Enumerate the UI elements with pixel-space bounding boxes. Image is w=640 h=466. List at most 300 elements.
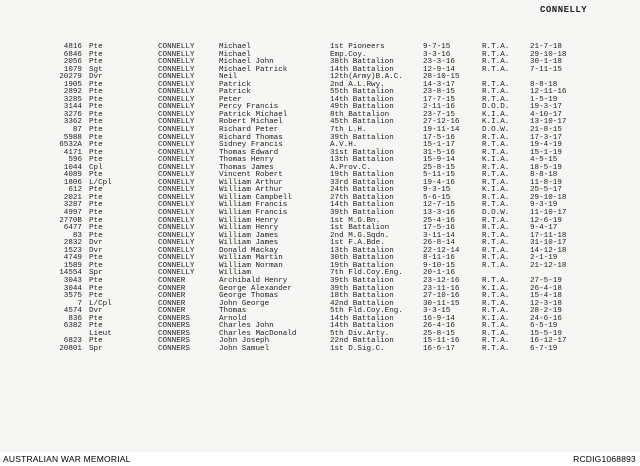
record-fate: R.T.A.	[482, 261, 510, 270]
record-fate: R.T.A.	[482, 141, 510, 150]
record-fate-date: 15-4-18	[530, 292, 562, 301]
record-row	[0, 346, 640, 354]
record-service-number: 3575	[63, 292, 82, 301]
record-given-names: Michael	[219, 43, 251, 51]
record-rank: Pte	[89, 254, 103, 263]
record-rank: Dvr	[89, 246, 103, 255]
record-surname: CONNELLY	[158, 178, 195, 187]
record-fate: D.O.W.	[482, 126, 510, 135]
record-given-names: Thomas Edward	[219, 148, 279, 157]
record-fate: K.I.A.	[482, 186, 510, 195]
record-unit: 8th Battalion	[330, 110, 390, 119]
record-enlistment-date: 23-12-16	[423, 276, 460, 285]
record-enlistment-date: 5-11-15	[423, 171, 455, 180]
record-given-names: William Francis	[219, 209, 288, 218]
record-enlistment-date: 5-6-15	[423, 193, 451, 202]
record-fate-date: 25-5-17	[530, 186, 562, 195]
record-fate: R.T.A.	[482, 163, 510, 172]
record-enlistment-date: 28-10-15	[423, 73, 460, 82]
record-fate: R.T.A.	[482, 178, 510, 187]
record-unit: 39th Battalion	[330, 133, 394, 142]
record-enlistment-date: 2-11-16	[423, 103, 455, 112]
record-fate: R.T.A.	[482, 43, 510, 51]
record-unit: 39th Battalion	[330, 209, 394, 218]
record-fate-date: 18-5-19	[530, 163, 562, 172]
record-enlistment-date: 14-3-17	[423, 80, 455, 89]
record-fate: K.I.A.	[482, 314, 510, 323]
record-given-names: Thomas James	[219, 163, 274, 172]
record-given-names: Thomas Henry	[219, 156, 274, 165]
record-service-number: 3287	[63, 201, 82, 210]
record-given-names: Donald Mackay	[219, 246, 279, 255]
record-enlistment-date: 26-4-16	[423, 322, 455, 331]
record-unit: 7th Fld.Coy.Eng.	[330, 269, 403, 278]
record-service-number: 87	[72, 126, 82, 135]
record-given-names: Thomas	[219, 307, 247, 316]
record-rank: Dvr	[89, 307, 103, 316]
record-fate-date: 29-10-18	[530, 193, 567, 202]
record-service-number: 1523	[63, 246, 82, 255]
record-service-number: 3044	[63, 284, 82, 293]
record-unit: 14th Battalion	[330, 65, 394, 74]
record-fate-date: 29-10-18	[530, 50, 567, 59]
record-given-names: Michael	[219, 50, 251, 59]
record-fate-date: 16-12-17	[530, 337, 567, 346]
record-enlistment-date: 9-7-15	[423, 43, 451, 51]
record-fate-date: 17-3-17	[530, 133, 562, 142]
record-rank: Pte	[89, 80, 103, 89]
record-fate: R.T.A.	[482, 201, 510, 210]
record-fate: R.T.A.	[482, 50, 510, 59]
record-fate: R.T.A.	[482, 239, 510, 248]
record-given-names: William Henry	[219, 216, 279, 225]
record-surname: CONNELLY	[158, 148, 195, 157]
footer-record-id: RCDIG1068893	[573, 454, 636, 464]
record-rank: Pte	[89, 88, 103, 97]
record-unit: 24th Battalion	[330, 186, 394, 195]
record-service-number: 20279	[59, 73, 82, 82]
record-rank: Pte	[89, 284, 103, 293]
record-given-names: William Francis	[219, 201, 288, 210]
record-unit: 5th Fld.Coy.Eng.	[330, 307, 403, 316]
record-surname: CONNERS	[158, 344, 190, 353]
record-fate: K.I.A.	[482, 110, 510, 119]
record-service-number: 2832	[63, 239, 82, 248]
record-fate-date: 8-8-18	[530, 171, 558, 180]
record-fate: K.I.A.	[482, 284, 510, 293]
record-enlistment-date: 3-3-15	[423, 307, 451, 316]
record-enlistment-date: 27-10-16	[423, 292, 460, 301]
record-surname: CONNELLY	[158, 126, 195, 135]
record-unit: 1st Battalion	[330, 224, 390, 233]
record-unit: 7th L.H.	[330, 126, 367, 135]
record-unit: Emp.Coy.	[330, 50, 367, 59]
record-service-number: 836	[68, 314, 82, 323]
record-unit: 30th Battalion	[330, 254, 394, 263]
record-enlistment-date: 17-5-16	[423, 133, 455, 142]
record-fate-date: 21-7-18	[530, 43, 562, 51]
record-fate-date: 11-8-19	[530, 178, 562, 187]
record-fate-date: 14-12-18	[530, 246, 567, 255]
record-fate-date: 9-4-17	[530, 224, 558, 233]
record-rank: Pte	[89, 186, 103, 195]
record-fate-date: 15-1-19	[530, 148, 562, 157]
record-service-number: 6846	[63, 50, 82, 59]
record-rank: Pte	[89, 261, 103, 270]
record-unit: 5th Div.Arty.	[330, 329, 390, 338]
record-service-number: 83	[72, 231, 82, 240]
record-fate: R.T.A.	[482, 299, 510, 308]
record-given-names: Percy Francis	[219, 103, 279, 112]
record-service-number: 3276	[63, 110, 82, 119]
record-enlistment-date: 23-7-15	[423, 110, 455, 119]
record-service-number: 2021	[63, 193, 82, 202]
record-surname: CONNELLY	[158, 103, 195, 112]
record-unit: 1st Pioneers	[330, 43, 385, 51]
record-rank: Pte	[89, 95, 103, 104]
record-service-number: 1806	[63, 178, 82, 187]
record-rank: Dvr	[89, 73, 103, 82]
record-given-names: William Henry	[219, 224, 279, 233]
record-surname: CONNELLY	[158, 88, 195, 97]
record-rank: Pte	[89, 133, 103, 142]
record-given-names: William James	[219, 231, 279, 240]
record-unit: 13th Battalion	[330, 156, 394, 165]
record-fate-date: 4-5-15	[530, 156, 558, 165]
record-given-names: Archibald Henry	[219, 276, 288, 285]
record-enlistment-date: 16-9-14	[423, 314, 455, 323]
record-surname: CONNERS	[158, 337, 190, 346]
record-given-names: William Martin	[219, 254, 283, 263]
record-unit: 27th Battalion	[330, 193, 394, 202]
record-surname: CONNELLY	[158, 186, 195, 195]
record-service-number: 1079	[63, 65, 82, 74]
record-enlistment-date: 23-3-16	[423, 58, 455, 67]
record-fate: R.T.A.	[482, 224, 510, 233]
record-surname: CONNELLY	[158, 110, 195, 119]
record-unit: 49th Battalion	[330, 103, 394, 112]
record-fate: R.T.A.	[482, 95, 510, 104]
record-rank: Spr	[89, 344, 103, 353]
record-rank: Pte	[89, 50, 103, 59]
record-service-number: 4749	[63, 254, 82, 263]
record-rank: Pte	[89, 110, 103, 119]
record-surname: CONNELLY	[158, 261, 195, 270]
record-enlistment-date: 27-12-16	[423, 118, 460, 127]
record-fate: R.T.A.	[482, 337, 510, 346]
record-service-number: 20801	[59, 344, 82, 353]
record-surname: CONNELLY	[158, 269, 195, 278]
record-enlistment-date: 3-3-16	[423, 50, 451, 59]
record-rank: Lieut	[89, 329, 112, 338]
record-enlistment-date: 19-4-16	[423, 178, 455, 187]
record-rank: Cpl	[89, 163, 103, 172]
record-surname: CONNER	[158, 307, 186, 316]
records-list	[0, 44, 640, 353]
record-surname: CONNELLY	[158, 209, 195, 218]
record-unit: A.Prov.C.	[330, 163, 372, 172]
record-fate-date: 6-5-19	[530, 322, 558, 331]
record-surname: CONNER	[158, 284, 186, 293]
record-enlistment-date: 25-8-15	[423, 163, 455, 172]
record-rank: Pte	[89, 201, 103, 210]
record-surname: CONNELLY	[158, 80, 195, 89]
record-unit: 14th Battalion	[330, 201, 394, 210]
record-unit: 33rd Battalion	[330, 178, 394, 187]
record-given-names: Richard Thomas	[219, 133, 283, 142]
record-service-number: 4574	[63, 307, 82, 316]
record-fate-date: 9-3-19	[530, 201, 558, 210]
record-fate-date: 12-11-16	[530, 88, 567, 97]
record-given-names: Richard Peter	[219, 126, 279, 135]
page-header-surname: CONNELLY	[540, 5, 588, 15]
record-unit: 1st F.A.Bde.	[330, 239, 385, 248]
record-surname: CONNELLY	[158, 231, 195, 240]
record-rank: Pte	[89, 43, 103, 51]
record-fate: R.T.A.	[482, 276, 510, 285]
record-rank: Pte	[89, 322, 103, 331]
record-fate-date: 19-3-17	[530, 103, 562, 112]
record-rank: Pte	[89, 156, 103, 165]
record-surname: CONNELLY	[158, 73, 195, 82]
record-fate-date: 12-6-19	[530, 216, 562, 225]
record-unit: 39th Battalion	[330, 284, 394, 293]
record-given-names: Peter	[219, 95, 242, 104]
record-rank: Pte	[89, 216, 103, 225]
record-service-number: 14554	[59, 269, 82, 278]
record-enlistment-date: 3-11-14	[423, 231, 455, 240]
record-service-number: 2770B	[59, 216, 82, 225]
record-enlistment-date: 15-9-14	[423, 156, 455, 165]
record-fate-date: 11-10-17	[530, 209, 567, 218]
record-rank: Dvr	[89, 239, 103, 248]
record-fate-date: 12-3-18	[530, 299, 562, 308]
record-enlistment-date: 31-5-16	[423, 148, 455, 157]
record-enlistment-date: 30-11-15	[423, 299, 460, 308]
record-surname: CONNELLY	[158, 118, 195, 127]
record-surname: CONNELLY	[158, 246, 195, 255]
record-given-names: William Arthur	[219, 186, 283, 195]
record-fate-date: 13-10-17	[530, 118, 567, 127]
record-surname: CONNERS	[158, 329, 190, 338]
record-given-names: John George	[219, 299, 270, 308]
record-unit: 14th Battalion	[330, 314, 394, 323]
record-unit: 2nd A.L.Rwy.	[330, 80, 385, 89]
record-unit: 18th Battalion	[330, 292, 394, 301]
record-unit: 19th Battalion	[330, 171, 394, 180]
record-enlistment-date: 17-7-15	[423, 95, 455, 104]
record-enlistment-date: 8-11-16	[423, 254, 455, 263]
record-given-names: William Norman	[219, 261, 283, 270]
record-rank: Spr	[89, 269, 103, 278]
record-enlistment-date: 15-11-16	[423, 337, 460, 346]
record-fate: R.T.A.	[482, 329, 510, 338]
record-given-names: William James	[219, 239, 279, 248]
record-surname: CONNELLY	[158, 95, 195, 104]
record-fate-date: 15-5-19	[530, 329, 562, 338]
record-surname: CONNELLY	[158, 133, 195, 142]
record-enlistment-date: 9-10-15	[423, 261, 455, 270]
record-rank: Pte	[89, 141, 103, 150]
record-fate-date: 31-10-17	[530, 239, 567, 248]
record-given-names: Charles John	[219, 322, 274, 331]
record-service-number: 1905	[63, 80, 82, 89]
record-surname: CONNERS	[158, 322, 190, 331]
record-enlistment-date: 13-3-16	[423, 209, 455, 218]
record-fate-date: 1-5-19	[530, 95, 558, 104]
record-given-names: Patrick	[219, 88, 251, 97]
record-fate: R.T.A.	[482, 148, 510, 157]
record-unit: 55th Battalion	[330, 88, 394, 97]
record-given-names: John Samuel	[219, 344, 270, 353]
record-rank: Pte	[89, 103, 103, 112]
record-unit: 22nd Battalion	[330, 337, 394, 346]
record-fate: R.T.A.	[482, 344, 510, 353]
record-enlistment-date: 22-12-14	[423, 246, 460, 255]
record-unit: 14th Battalion	[330, 95, 394, 104]
record-rank: Pte	[89, 276, 103, 285]
record-given-names: William	[219, 269, 251, 278]
record-service-number: 7	[77, 299, 82, 308]
record-fate: R.T.A.	[482, 80, 510, 89]
record-fate: R.T.A.	[482, 58, 510, 67]
record-fate-date: 27-5-19	[530, 276, 562, 285]
record-enlistment-date: 25-4-16	[423, 216, 455, 225]
record-service-number: 4997	[63, 209, 82, 218]
record-rank: Sgt	[89, 65, 103, 74]
record-service-number: 2056	[63, 58, 82, 67]
record-given-names: Robert Michael	[219, 118, 283, 127]
record-service-number: 6382	[63, 322, 82, 331]
record-enlistment-date: 15-1-17	[423, 141, 455, 150]
record-surname: CONNELLY	[158, 65, 195, 74]
record-service-number: 6823	[63, 337, 82, 346]
record-enlistment-date: 9-3-15	[423, 186, 451, 195]
record-surname: CONNERS	[158, 314, 190, 323]
record-given-names: Vincent Robert	[219, 171, 283, 180]
record-fate-date: 8-8-18	[530, 80, 558, 89]
record-service-number: 1044	[63, 163, 82, 172]
record-service-number: 596	[68, 156, 82, 165]
record-rank: L/Cpl	[89, 178, 112, 187]
record-service-number: 3285	[63, 95, 82, 104]
record-enlistment-date: 12-9-14	[423, 65, 455, 74]
record-fate: R.T.A.	[482, 216, 510, 225]
record-fate-date: 6-7-19	[530, 344, 558, 353]
record-surname: CONNELLY	[158, 201, 195, 210]
record-fate: R.T.A.	[482, 231, 510, 240]
record-enlistment-date: 26-8-14	[423, 239, 455, 248]
record-enlistment-date: 12-7-15	[423, 201, 455, 210]
record-fate: D.O.W.	[482, 209, 510, 218]
record-rank: Pte	[89, 209, 103, 218]
record-given-names: Charles MacDonald	[219, 329, 297, 338]
record-fate: R.T.A.	[482, 133, 510, 142]
record-unit: 31st Battalion	[330, 148, 394, 157]
record-service-number: 4089	[63, 171, 82, 180]
record-surname: CONNER	[158, 292, 186, 301]
record-fate-date: 26-4-18	[530, 284, 562, 293]
record-service-number: 3362	[63, 118, 82, 127]
record-service-number: 5988	[63, 133, 82, 142]
record-fate-date: 19-4-19	[530, 141, 562, 150]
record-unit: 1st D.Sig.C.	[330, 344, 385, 353]
record-fate: R.T.A.	[482, 307, 510, 316]
record-given-names: Patrick Michael	[219, 110, 288, 119]
record-rank: Pte	[89, 171, 103, 180]
record-service-number: 4816	[63, 43, 82, 51]
record-service-number: 3144	[63, 103, 82, 112]
record-unit: 45th Battalion	[330, 118, 394, 127]
record-unit: 2nd M.G.Sqdn.	[330, 231, 390, 240]
record-surname: CONNELLY	[158, 50, 195, 59]
record-fate-date: 21-12-18	[530, 261, 567, 270]
record-service-number: 3043	[63, 276, 82, 285]
record-fate-date: 28-2-19	[530, 307, 562, 316]
record-service-number: 612	[68, 186, 82, 195]
record-surname: CONNER	[158, 299, 186, 308]
record-unit: 13th Battalion	[330, 246, 394, 255]
record-unit: 42nd Battalion	[330, 299, 394, 308]
record-fate-date: 7-11-15	[530, 65, 562, 74]
record-unit: 12th(Army)B.A.C.	[330, 73, 403, 82]
record-unit: 14th Battalion	[330, 322, 394, 331]
record-unit: A.V.H.	[330, 141, 358, 150]
record-given-names: Michael John	[219, 58, 274, 67]
record-fate: R.T.A.	[482, 171, 510, 180]
record-unit: 1st M.G.Bn.	[330, 216, 381, 225]
record-given-names: Michael Patrick	[219, 65, 288, 74]
record-unit: 19th Battalion	[330, 261, 394, 270]
record-service-number: 6532A	[59, 141, 82, 150]
footer-archive-name: AUSTRALIAN WAR MEMORIAL	[3, 454, 131, 464]
record-fate-date: 24-6-16	[530, 314, 562, 323]
record-fate: R.T.A.	[482, 292, 510, 301]
record-fate: D.O.D.	[482, 103, 510, 112]
record-rank: Pte	[89, 126, 103, 135]
record-fate: R.T.A.	[482, 65, 510, 74]
record-surname: CONNELLY	[158, 156, 195, 165]
record-surname: CONNELLY	[158, 58, 195, 67]
record-surname: CONNELLY	[158, 141, 195, 150]
record-given-names: George Alexander	[219, 284, 292, 293]
record-service-number: 1589	[63, 261, 82, 270]
record-rank: Pte	[89, 58, 103, 67]
record-unit: 39th Battalion	[330, 276, 394, 285]
record-service-number: 2892	[63, 88, 82, 97]
record-enlistment-date: 20-1-16	[423, 269, 455, 278]
record-rank: L/Cpl	[89, 299, 112, 308]
record-surname: CONNELLY	[158, 171, 195, 180]
record-surname: CONNELLY	[158, 216, 195, 225]
record-fate-date: 4-10-17	[530, 110, 562, 119]
record-rank: Pte	[89, 224, 103, 233]
record-given-names: William Arthur	[219, 178, 283, 187]
record-fate: K.I.A.	[482, 156, 510, 165]
record-surname: CONNELLY	[158, 43, 195, 51]
record-rank: Pte	[89, 148, 103, 157]
record-given-names: John Joseph	[219, 337, 270, 346]
record-given-names: Neil	[219, 73, 238, 82]
record-fate: R.T.A.	[482, 254, 510, 263]
record-fate: K.I.A.	[482, 118, 510, 127]
record-rank: Pte	[89, 337, 103, 346]
record-fate: R.T.A.	[482, 246, 510, 255]
record-surname: CONNELLY	[158, 224, 195, 233]
record-fate-date: 17-11-18	[530, 231, 567, 240]
record-service-number: 6477	[63, 224, 82, 233]
record-rank: Pte	[89, 118, 103, 127]
